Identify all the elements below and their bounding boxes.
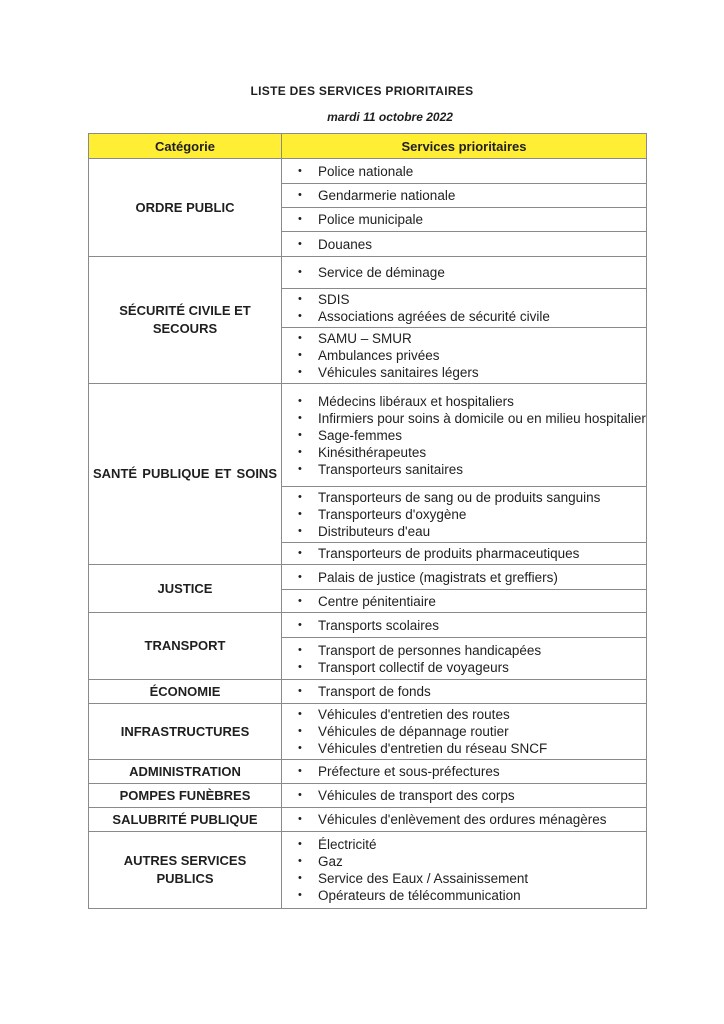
service-item: • Ambulances privées xyxy=(294,347,646,364)
category-sante-publique-et-soins: SANTÉ PUBLIQUE ET SOINS xyxy=(89,384,282,565)
services-list xyxy=(282,615,646,636)
services-cell xyxy=(282,289,647,328)
service-item: • Service de déminage xyxy=(294,264,646,281)
services-cell xyxy=(282,328,647,384)
table-row xyxy=(89,257,647,289)
service-item: • Infirmiers pour soins à domicile ou en milieu hospitalier xyxy=(294,410,646,427)
services-list xyxy=(282,543,646,564)
services-cell xyxy=(282,638,647,680)
services-list xyxy=(282,761,646,782)
services-cell xyxy=(282,257,647,289)
service-item: • Véhicules sanitaires légers xyxy=(294,364,646,381)
column-header-category: Catégorie xyxy=(89,134,282,159)
services-list xyxy=(282,289,646,327)
services-list xyxy=(282,809,646,830)
services-list xyxy=(282,262,646,283)
service-item: • Palais de justice (magistrats et greffiers) xyxy=(294,569,646,586)
service-item: • Transporteurs de produits pharmaceutiques xyxy=(294,545,646,562)
table-row xyxy=(89,760,647,784)
services-cell xyxy=(282,808,647,832)
service-item: • Médecins libéraux et hospitaliers xyxy=(294,393,646,410)
service-item: • Opérateurs de télécommunication xyxy=(294,887,646,904)
service-item: • Transport de personnes handicapées xyxy=(294,642,646,659)
services-cell xyxy=(282,384,647,487)
service-item: • Transport de fonds xyxy=(294,683,646,700)
category-justice: JUSTICE xyxy=(89,565,282,613)
services-list xyxy=(282,487,646,542)
table-row xyxy=(89,565,647,590)
service-item: • Transports scolaires xyxy=(294,617,646,634)
service-item: • Transporteurs d'oxygène xyxy=(294,506,646,523)
services-cell xyxy=(282,590,647,613)
services-cell xyxy=(282,208,647,232)
table-row xyxy=(89,680,647,704)
services-list xyxy=(282,704,646,759)
services-list xyxy=(282,161,646,182)
services-list xyxy=(282,640,646,678)
services-list xyxy=(282,209,646,230)
table-row xyxy=(89,613,647,638)
service-item: • Véhicules de dépannage routier xyxy=(294,723,646,740)
service-item: • Gaz xyxy=(294,853,646,870)
table-row xyxy=(89,704,647,760)
category-autres-services-publics: AUTRES SERVICES PUBLICS xyxy=(89,832,282,909)
document-title: LISTE DES SERVICES PRIORITAIRES xyxy=(250,84,474,98)
services-cell xyxy=(282,543,647,565)
service-item: • Police nationale xyxy=(294,163,646,180)
service-item: • Police municipale xyxy=(294,211,646,228)
category-securite-civile-et-secours: SÉCURITÉ CIVILE ET SECOURS xyxy=(89,257,282,384)
services-list xyxy=(282,785,646,806)
services-cell xyxy=(282,680,647,704)
table-row xyxy=(89,384,647,487)
category-ordre-public: ORDRE PUBLIC xyxy=(89,159,282,257)
service-item: • Service des Eaux / Assainissement xyxy=(294,870,646,887)
services-list xyxy=(282,391,646,480)
services-cell xyxy=(282,232,647,257)
services-cell xyxy=(282,159,647,184)
table-row xyxy=(89,784,647,808)
services-list xyxy=(282,567,646,588)
service-item: • Véhicules de transport des corps xyxy=(294,787,646,804)
services-list xyxy=(282,681,646,702)
services-list xyxy=(282,185,646,206)
category-salubrite-publique: SALUBRITÉ PUBLIQUE xyxy=(89,808,282,832)
service-item: • SAMU – SMUR xyxy=(294,330,646,347)
table-row xyxy=(89,832,647,909)
service-item: • Transport collectif de voyageurs xyxy=(294,659,646,676)
table-row xyxy=(89,808,647,832)
service-item: • Douanes xyxy=(294,236,646,253)
services-list xyxy=(282,234,646,255)
service-item: • SDIS xyxy=(294,291,646,308)
services-list xyxy=(282,834,646,906)
service-item: • Sage-femmes xyxy=(294,427,646,444)
service-item: • Transporteurs sanitaires xyxy=(294,461,646,478)
table-body xyxy=(89,159,647,909)
table-header-row xyxy=(89,134,647,159)
services-list xyxy=(282,328,646,383)
services-cell xyxy=(282,613,647,638)
table-row xyxy=(89,159,647,184)
services-cell xyxy=(282,184,647,208)
service-item: • Véhicules d'entretien du réseau SNCF xyxy=(294,740,646,757)
services-table xyxy=(88,133,647,909)
services-cell xyxy=(282,704,647,760)
services-list xyxy=(282,591,646,612)
document-date: mardi 11 octobre 2022 xyxy=(327,110,453,124)
service-item: • Distributeurs d'eau xyxy=(294,523,646,540)
category-transport: TRANSPORT xyxy=(89,613,282,680)
service-item: • Électricité xyxy=(294,836,646,853)
services-cell xyxy=(282,487,647,543)
services-cell xyxy=(282,760,647,784)
service-item: • Centre pénitentiaire xyxy=(294,593,646,610)
service-item: • Gendarmerie nationale xyxy=(294,187,646,204)
column-header-services: Services prioritaires xyxy=(282,134,647,159)
service-item: • Véhicules d'enlèvement des ordures ménagères xyxy=(294,811,646,828)
category-infrastructures: INFRASTRUCTURES xyxy=(89,704,282,760)
service-item: • Transporteurs de sang ou de produits sanguins xyxy=(294,489,646,506)
services-cell xyxy=(282,784,647,808)
service-item: • Kinésithérapeutes xyxy=(294,444,646,461)
service-item: • Associations agréées de sécurité civile xyxy=(294,308,646,325)
category-pompes-funebres: POMPES FUNÈBRES xyxy=(89,784,282,808)
category-administration: ADMINISTRATION xyxy=(89,760,282,784)
service-item: • Préfecture et sous-préfectures xyxy=(294,763,646,780)
service-item: • Véhicules d'entretien des routes xyxy=(294,706,646,723)
services-cell xyxy=(282,832,647,909)
category-economie: ÉCONOMIE xyxy=(89,680,282,704)
services-cell xyxy=(282,565,647,590)
